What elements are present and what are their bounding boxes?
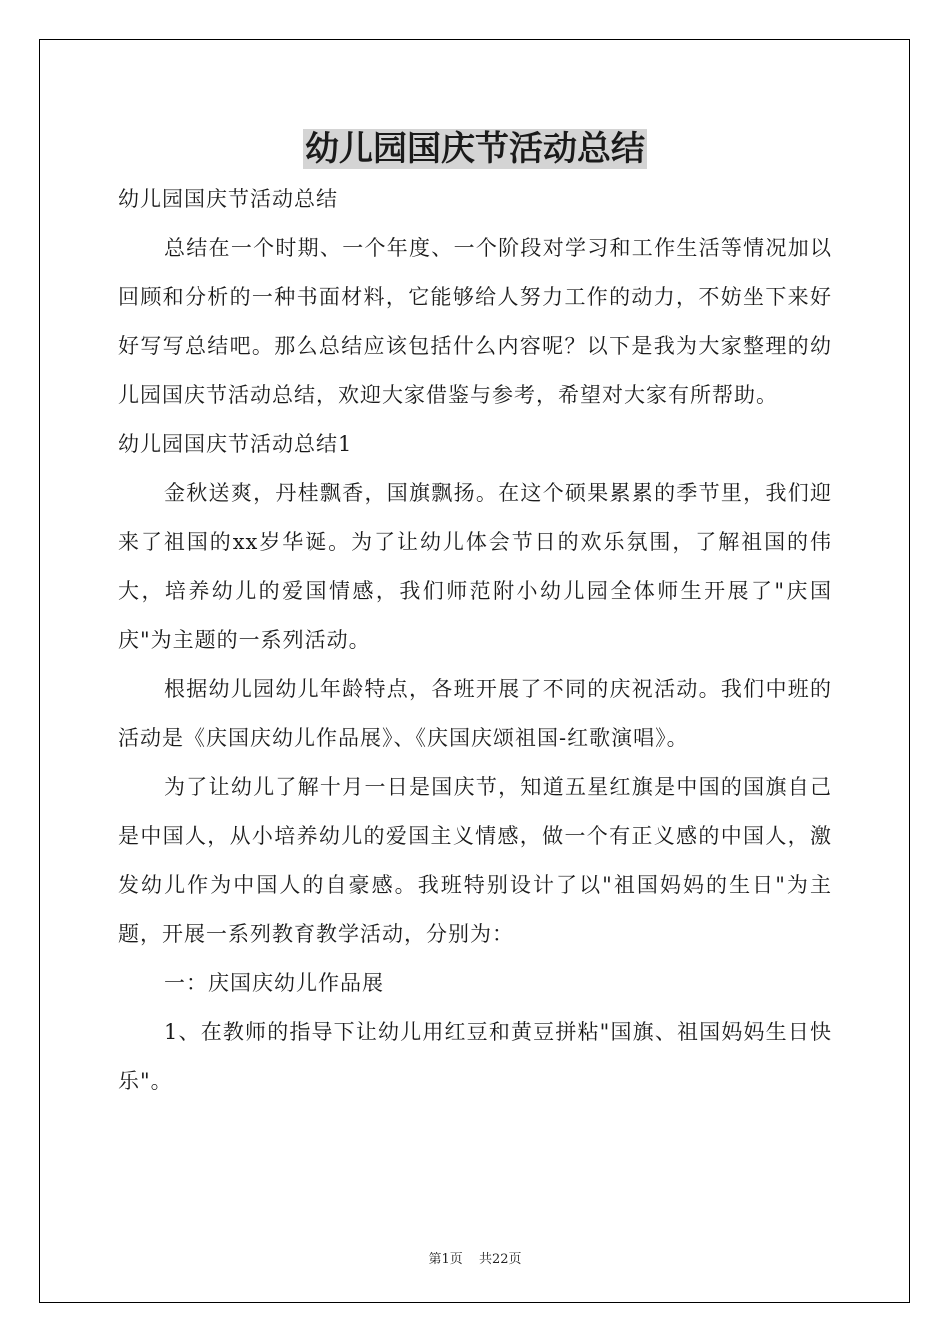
body-paragraph: 金秋送爽，丹桂飘香，国旗飘扬。在这个硕果累累的季节里，我们迎来了祖国的xx岁华诞。为了让幼儿体会节日的欢乐氛围，了解祖国的伟大，培养幼儿的爱国情感，我们师范附小幼儿园全体师生开展了"庆国庆"为主题的一系列活动。: [118, 481, 832, 652]
document-title: [0, 127, 950, 171]
body-paragraph: 为了让幼儿了解十月一日是国庆节，知道五星红旗是中国的国旗自己是中国人，从小培养幼儿的爱国主义情感，做一个有正义感的中国人，激发幼儿作为中国人的自豪感。我班特别设计了以"祖国妈妈的生日"为主题，开展一系列教育教学活动，分别为：: [118, 775, 832, 946]
page-number: 第1页: [428, 1252, 463, 1267]
section-heading: 幼儿园国庆节活动总结1: [118, 432, 353, 456]
body-paragraph: 根据幼儿园幼儿年龄特点，各班开展了不同的庆祝活动。我们中班的活动是《庆国庆幼儿作品展》、《庆国庆颂祖国-红歌演唱》。: [118, 677, 832, 750]
list-item: 1、在教师的指导下让幼儿用红豆和黄豆拼粘"国旗、祖国妈妈生日快乐"。: [118, 1020, 832, 1093]
document-body: [118, 175, 832, 1106]
list-heading: 一：庆国庆幼儿作品展: [164, 971, 384, 995]
subtitle-paragraph: 幼儿园国庆节活动总结: [118, 187, 338, 211]
intro-paragraph: 总结在一个时期、一个年度、一个阶段对学习和工作生活等情况加以回顾和分析的一种书面材料，它能够给人努力工作的动力，不妨坐下来好好写写总结吧。那么总结应该包括什么内容呢？以下是我为大家整理的幼儿园国庆节活动总结，欢迎大家借鉴与参考，希望对大家有所帮助。: [118, 236, 832, 407]
page-total: 共22页: [478, 1252, 522, 1267]
page-footer: [0, 1248, 950, 1267]
document-title-text: 幼儿园国庆节活动总结: [305, 129, 645, 169]
